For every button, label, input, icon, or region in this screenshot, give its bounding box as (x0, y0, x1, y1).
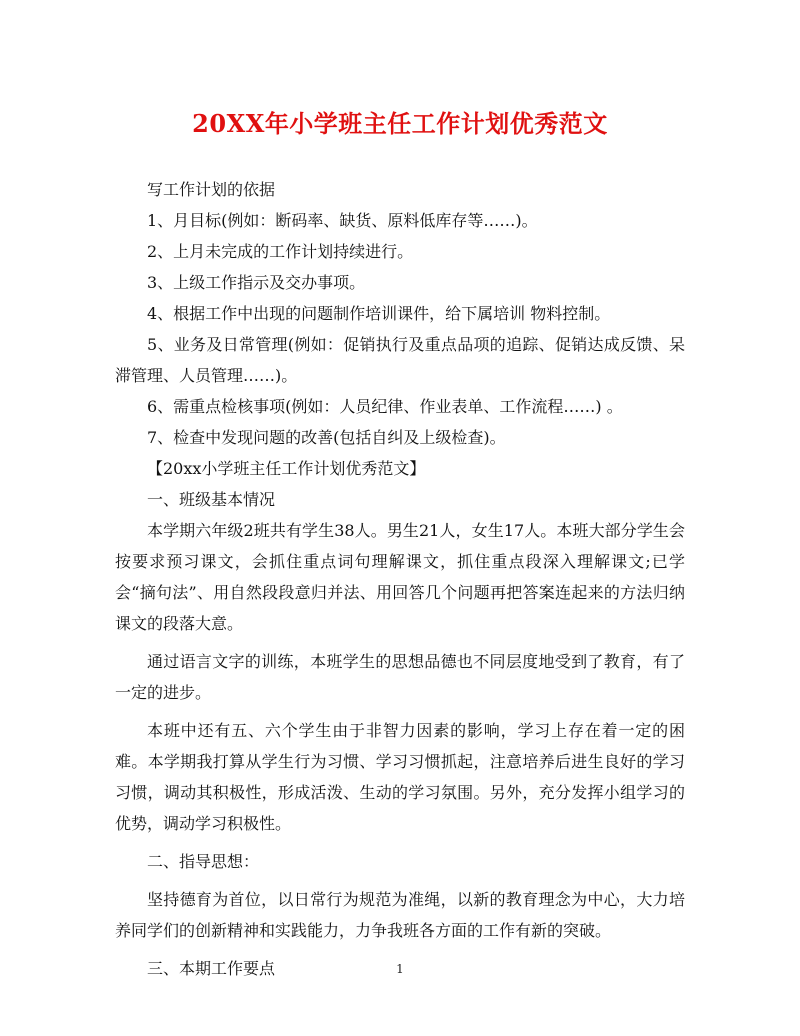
document-title: 20XX年小学班主任工作计划优秀范文 (192, 109, 608, 138)
paragraph-item-7: 7、检查中发现问题的改善(包括自纠及上级检查)。 (147, 428, 506, 447)
paragraph-work-points-heading: 三、本期工作要点 (147, 959, 276, 978)
page-number: 1 (396, 962, 404, 976)
paragraph-guiding-heading: 二、指导思想： (147, 852, 260, 871)
paragraph-item-2: 2、上月未完成的工作计划持续进行。 (147, 242, 414, 261)
paragraph-difficulties: 本班中还有五、六个学生由于非智力因素的影响，学习上存在着一定的困难。本学期我打算从学生行为习惯、学习习惯抓起，注意培养后进生良好的学习习惯，调动其积极性，形成活泼、生动的学习氛围。另外，充分发挥小组学习的优势，调动学习积极性。 (115, 721, 685, 833)
paragraph-class-situation: 本学期六年级2班共有学生38人。男生21人，女生17人。本班大部分学生会按要求预习课文，会抓住重点词句理解课文，抓住重点段深入理解课文;已学会“摘句法”、用自然段段意归并法、用回答几个问题再把答案连起来的方法归纳课文的段落大意。 (115, 521, 685, 633)
paragraph-class-situation-heading: 一、班级基本情况 (147, 490, 276, 509)
document-body (115, 174, 685, 984)
paragraph-language-training: 通过语言文字的训练，本班学生的思想品德也不同层度地受到了教育，有了一定的进步。 (115, 652, 685, 702)
paragraph-section-heading: 【20xx小学班主任工作计划优秀范文】 (147, 459, 426, 478)
paragraph-item-5: 5、业务及日常管理(例如：促销执行及重点品项的追踪、促销达成反馈、呆滞管理、人员管理……)。 (115, 335, 685, 385)
paragraph-item-1: 1、月目标(例如：断码率、缺货、原料低库存等……)。 (147, 211, 538, 230)
paragraph-guiding-thought: 坚持德育为首位，以日常行为规范为准绳，以新的教育理念为中心，大力培养同学们的创新精神和实践能力，力争我班各方面的工作有新的突破。 (115, 890, 685, 940)
paragraph-item-4: 4、根据工作中出现的问题制作培训课件，给下属培训 物料控制。 (147, 304, 611, 323)
paragraph-item-3: 3、上级工作指示及交办事项。 (147, 273, 366, 292)
paragraph-basis-heading: 写工作计划的依据 (147, 180, 276, 199)
paragraph-item-6: 6、需重点检核事项(例如：人员纪律、作业表单、工作流程……) 。 (147, 397, 623, 416)
